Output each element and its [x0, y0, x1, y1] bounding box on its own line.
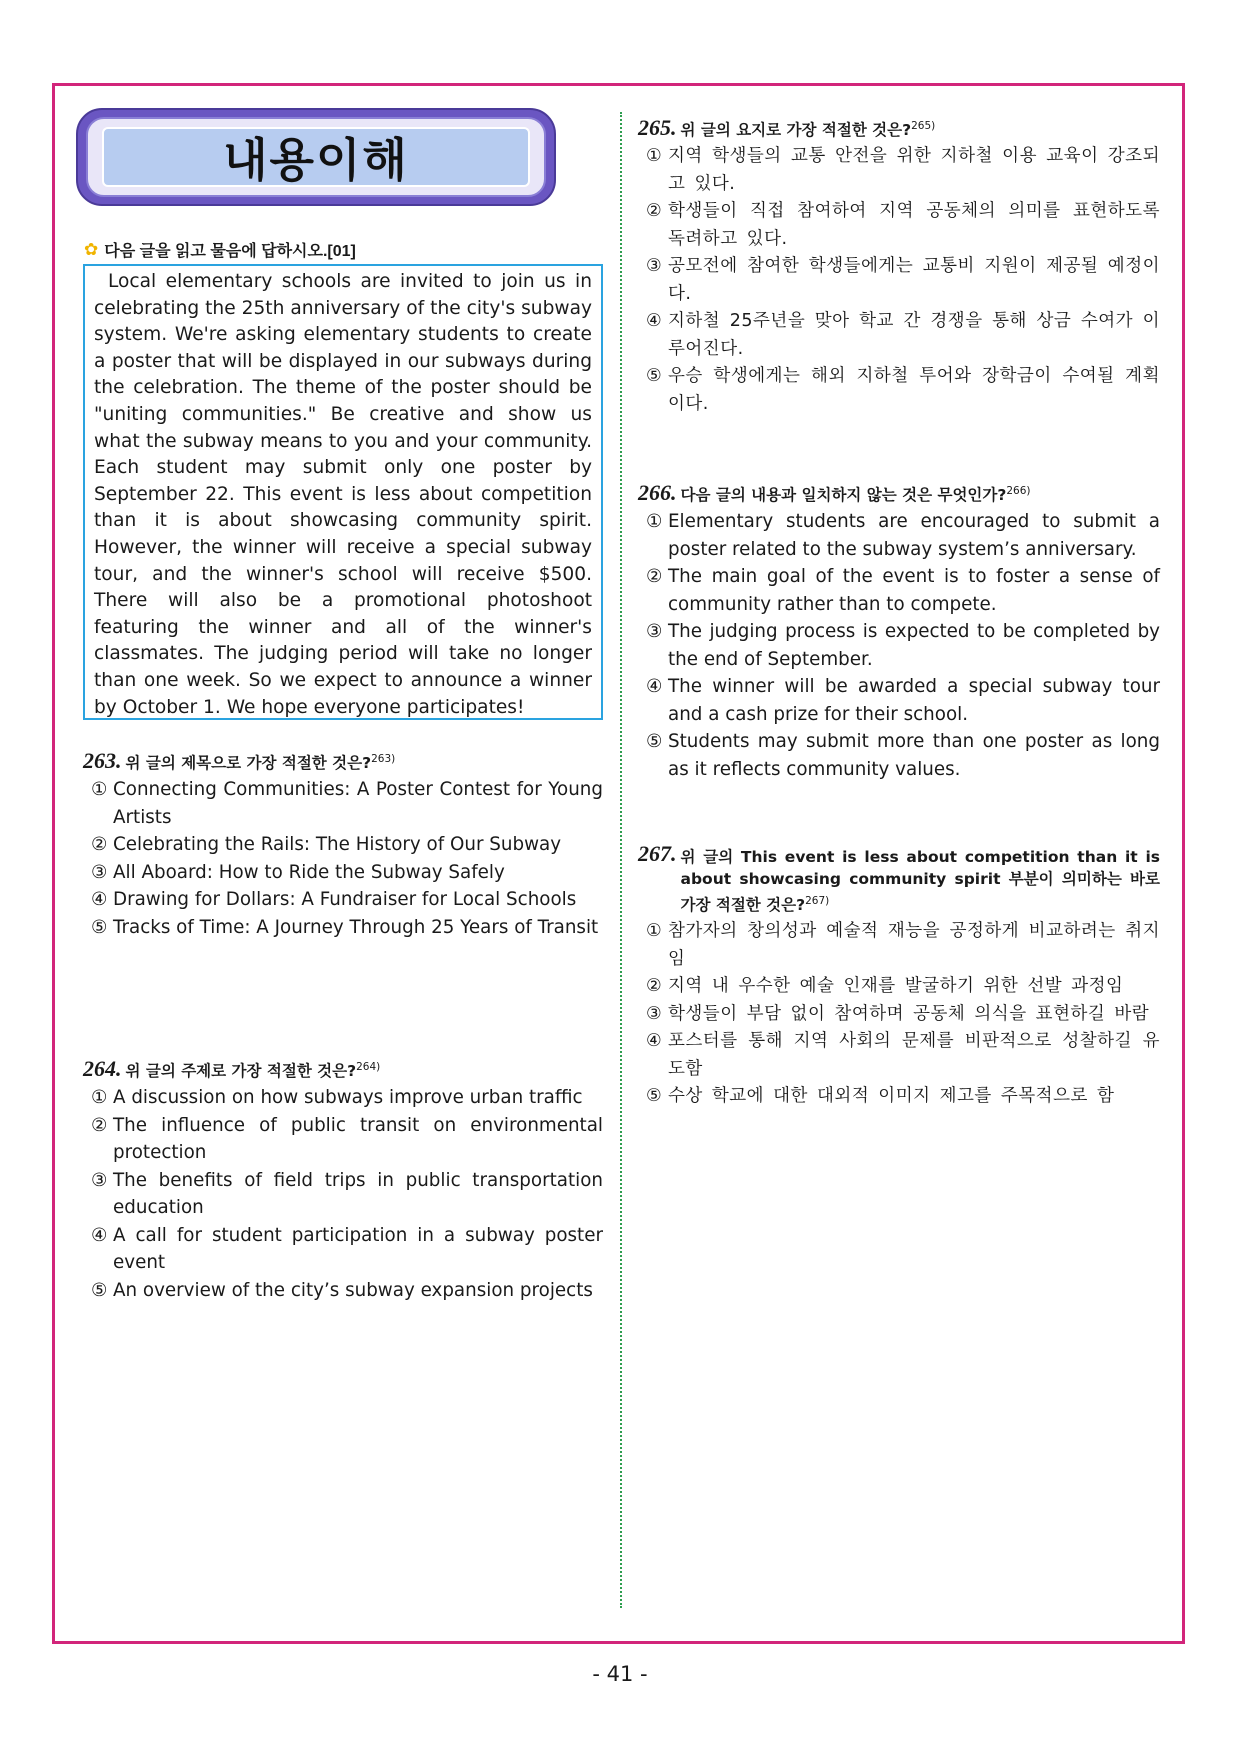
question-number: 264. [83, 1056, 122, 1082]
question-266 [638, 480, 1160, 783]
question-number: 263. [83, 748, 122, 774]
option-5[interactable]: ⑤ 수상 학교에 대한 대외적 이미지 제고를 주목적으로 함 [646, 1086, 1115, 1107]
footnote-ref: 264) [356, 1061, 381, 1073]
option-list [83, 776, 603, 941]
option-3[interactable]: ③ 학생들이 부담 없이 참여하며 공동체 의식을 표현하길 바람 [646, 1003, 1150, 1024]
option-2[interactable]: ② 학생들이 직접 참여하여 지역 공동체의 의미를 표현하도록 독려하고 있다. [646, 201, 1160, 249]
option-1[interactable]: ① 지역 학생들의 교통 안전을 위한 지하철 이용 교육이 강조되고 있다. [646, 146, 1160, 194]
option-3[interactable]: ③ All Aboard: How to Ride the Subway Safely [91, 861, 505, 883]
option-3[interactable]: ③ 공모전에 참여한 학생들에게는 교통비 지원이 제공될 예정이다. [646, 256, 1160, 304]
option-2[interactable]: ② Celebrating the Rails: The History of Our Subway [91, 834, 562, 856]
option-5[interactable]: ⑤ Tracks of Time: A Journey Through 25 Years of Transit [91, 916, 599, 938]
question-text: 위 글의 제목으로 가장 적절한 것은? [125, 754, 372, 773]
question-text: 위 글의 This event is less about competition than it is about showcasing community spirit 부분이 의미하는 바로 가장 적절한 것은?$^{267)}$ [680, 848, 1160, 915]
option-2[interactable]: ② 지역 내 우수한 예술 인재를 발굴하기 위한 선발 과정임 [646, 976, 1124, 997]
question-263 [83, 748, 603, 941]
question-265 [638, 115, 1160, 418]
option-3[interactable]: ③ The judging process is expected to be completed by the end of September. [646, 621, 1160, 670]
section-title: 내용이해 [223, 133, 409, 187]
question-number: 267. [638, 841, 677, 866]
question-text: 위 글의 요지로 가장 적절한 것은? [680, 121, 912, 140]
question-header [638, 480, 1160, 506]
option-4[interactable]: ④ Drawing for Dollars: A Fundraiser for Local Schools [91, 889, 577, 911]
question-264 [83, 1056, 603, 1304]
question-number: 265. [638, 115, 677, 141]
option-4[interactable]: ④ The winner will be awarded a special subway tour and a cash prize for their school. [646, 676, 1160, 725]
option-5[interactable]: ⑤ An overview of the city’s subway expansion projects [91, 1279, 593, 1301]
option-list [638, 143, 1160, 418]
question-text: 다음 글의 내용과 일치하지 않는 것은 무엇인가? [680, 486, 1007, 505]
section-banner [76, 108, 556, 206]
question-text: 위 글의 주제로 가장 적절한 것은? [125, 1062, 357, 1081]
question-header [638, 115, 1160, 141]
banner-panel [102, 127, 530, 187]
instruction-text: 다음 글을 읽고 물음에 답하시오.[01] [104, 243, 356, 260]
option-2[interactable]: ② The main goal of the event is to foster a sense of community rather than to compete. [646, 566, 1160, 615]
banner-border [86, 117, 546, 197]
footnote-ref: 267) [805, 895, 830, 907]
option-list [638, 918, 1160, 1111]
question-267 [638, 843, 1160, 1111]
option-5[interactable]: ⑤ 우승 학생에게는 해외 지하철 투어와 장학금이 수여될 계획이다. [646, 366, 1160, 414]
footnote-ref: 266) [1006, 485, 1031, 497]
option-4[interactable]: ④ 포스터를 통해 지역 사회의 문제를 비판적으로 성찰하길 유도함 [646, 1031, 1160, 1079]
option-1[interactable]: ① Connecting Communities: A Poster Contest for Young Artists [91, 779, 603, 828]
question-header [83, 748, 603, 774]
option-5[interactable]: ⑤ Students may submit more than one poster as long as it reflects community values. [646, 731, 1160, 780]
question-header [638, 843, 1160, 916]
question-header [83, 1056, 603, 1082]
option-list [83, 1084, 603, 1304]
question-number: 266. [638, 480, 677, 506]
footnote-ref: 263) [371, 753, 396, 765]
flower-icon: ✿ [84, 239, 99, 259]
option-1[interactable]: ① A discussion on how subways improve urban traffic [91, 1087, 583, 1109]
option-3[interactable]: ③ The benefits of field trips in public transportation education [91, 1169, 603, 1219]
option-2[interactable]: ② The influence of public transit on environmental protection [91, 1114, 603, 1164]
footnote-ref: 265) [911, 120, 936, 132]
option-4[interactable]: ④ A call for student participation in a subway poster event [91, 1224, 603, 1274]
column-divider [620, 112, 622, 1608]
option-1[interactable]: ① Elementary students are encouraged to submit a poster related to the subway system’s anniversary. [646, 511, 1160, 560]
option-list [638, 508, 1160, 783]
option-1[interactable]: ① 참가자의 창의성과 예술적 재능을 공정하게 비교하려는 취지임 [646, 921, 1160, 969]
option-4[interactable]: ④ 지하철 25주년을 맞아 학교 간 경쟁을 통해 상금 수여가 이루어진다. [646, 311, 1160, 359]
page-number: - 41 - [592, 1662, 648, 1686]
reading-passage: Local elementary schools are invited to join us in celebrating the 25th anniversary of the city's subway system. We're asking elementary students to create a poster that will be displayed in our subways during the celebration. The theme of the poster should be "uniting communities." Be creative and show us what the subway means to you and your community. Each student may submit only one poster by September 22. This event is less about competition than it is about showcasing community spirit. However, the winner will receive a special subway tour, and the winner's school will receive $500. There will also be a promotional photoshoot featuring the winner and all of the winner's classmates. The judging period will take no longer than one week. So we expect to announce a winner by October 1. We hope everyone participates! [83, 264, 603, 720]
instruction [84, 238, 356, 261]
